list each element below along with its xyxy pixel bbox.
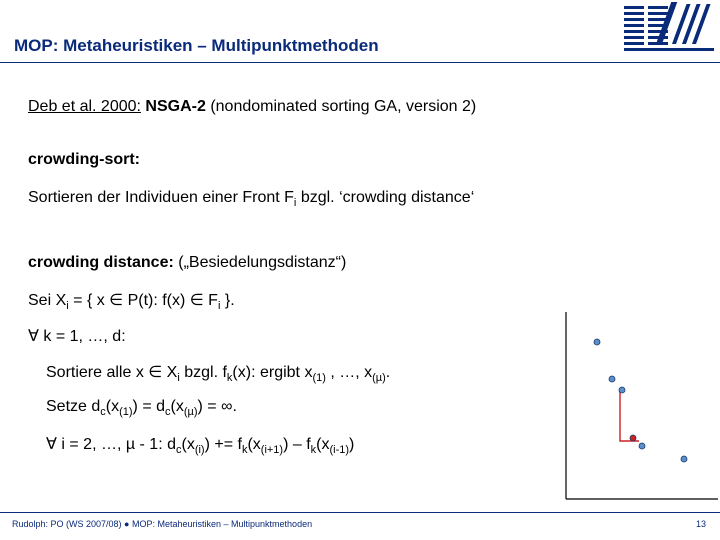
set-a: Sei X <box>28 292 67 309</box>
sort-sub-1: (1) <box>312 372 326 384</box>
setze-sub-c2: c <box>165 406 171 418</box>
pareto-point <box>609 376 615 382</box>
crowding-distance-line <box>28 254 346 272</box>
setze-e: ) = ∞. <box>197 398 237 415</box>
forall-i-step <box>46 434 354 454</box>
crowding-distance-heading: crowding distance: <box>28 254 174 271</box>
pareto-point-highlighted <box>630 435 636 441</box>
algorithm-name: NSGA-2 <box>145 98 206 115</box>
fi-sub-i: (i) <box>194 444 205 456</box>
fi-e: ) – f <box>283 436 311 453</box>
title-divider <box>0 62 720 63</box>
reference-citation: Deb et al. 2000: <box>28 98 141 115</box>
crowding-sort-heading: crowding-sort: <box>28 151 140 168</box>
fi-a: ∀ i = 2, …, µ - 1: d <box>46 436 176 453</box>
crowding-box <box>620 388 639 441</box>
pareto-point <box>619 387 625 393</box>
setze-d: (x <box>170 398 184 415</box>
cs-text-b: bzgl. ‘crowding distance‘ <box>300 189 475 206</box>
set-b: = { x ∈ P(t): f(x) ∈ F <box>73 292 218 309</box>
crowding-distance-translation: („Besiedelungsdistanz“) <box>178 254 347 271</box>
sort-sub-k: k <box>226 372 233 384</box>
setze-a: Setze d <box>46 398 101 415</box>
sort-step <box>46 362 390 382</box>
set-c: }. <box>224 292 235 309</box>
setze-sub-mu: (µ) <box>183 406 198 418</box>
crowding-distance-diagram <box>550 310 720 505</box>
university-logo <box>618 0 720 62</box>
setze-b: (x <box>105 398 120 415</box>
page-number: 13 <box>695 519 706 529</box>
fi-sub-ip1: (i+1) <box>260 444 284 456</box>
setze-sub-1: (1) <box>119 406 133 418</box>
fi-sub-im1: (i-1) <box>329 444 350 456</box>
slide-title: MOP: Metaheuristiken – Multipunktmethoden <box>14 36 379 55</box>
setze-sub-c1: c <box>100 406 106 418</box>
pareto-point <box>594 339 600 345</box>
fi-c: ) += f <box>204 436 242 453</box>
set-definition <box>28 290 235 310</box>
cs-sub: i <box>293 197 297 209</box>
pareto-point <box>639 443 645 449</box>
crowding-sort-text <box>28 189 474 207</box>
cs-text-a: Sortieren der Individuen einer Front F <box>28 189 294 206</box>
sort-sub-mu: (µ) <box>372 372 386 384</box>
set-sub-1: i <box>66 300 69 312</box>
algorithm-description: (nondominated sorting GA, version 2) <box>210 98 477 115</box>
footer-divider <box>0 512 720 513</box>
sort-sub-i: i <box>177 372 180 384</box>
fi-sub-k1: k <box>241 444 248 456</box>
setze-step <box>46 398 237 416</box>
fi-d: (x <box>247 436 261 453</box>
sort-b: bzgl. f <box>184 364 227 381</box>
fi-g: ) <box>349 436 355 453</box>
fi-sub-c: c <box>175 444 182 456</box>
sort-a: Sortiere alle x ∈ X <box>46 364 178 381</box>
footer-text: Rudolph: PO (WS 2007/08) ● MOP: Metaheuristiken – Multipunktmethoden <box>12 519 313 529</box>
pareto-point <box>681 456 687 462</box>
fi-f: (x <box>316 436 330 453</box>
fi-b: (x <box>181 436 195 453</box>
sort-d: , …, x <box>330 364 373 381</box>
forall-k-line: ∀ k = 1, …, d: <box>28 328 126 345</box>
setze-c: ) = d <box>132 398 166 415</box>
fi-sub-k2: k <box>310 444 317 456</box>
sort-e: . <box>385 364 391 381</box>
sort-c: (x): ergibt x <box>232 364 313 381</box>
set-sub-2: i <box>217 300 221 312</box>
reference-line <box>28 98 476 116</box>
